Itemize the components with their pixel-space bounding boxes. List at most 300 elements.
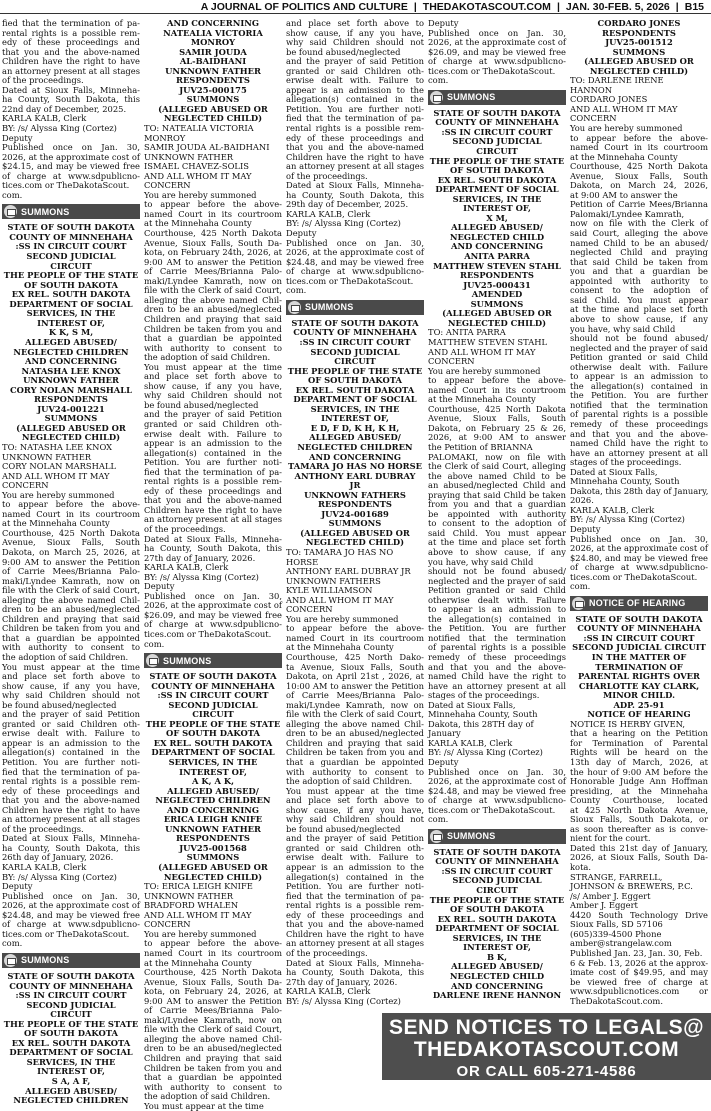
caption-line: NEGLECTED CHILD (449, 970, 545, 981)
body-line: UNKNOWN FATHER (2, 451, 92, 462)
body-line: Sioux Falls, SD 57106 (570, 919, 663, 930)
body-line: that you and the above-named (2, 795, 140, 806)
caption-line: JUV24-001221 (37, 403, 105, 414)
body-line: Published Jan. 23, Jan. 30, Feb. (570, 947, 703, 958)
body-line: that said Child be taken from (570, 256, 708, 267)
body-line: to appear before the above- (2, 499, 140, 510)
caption-line: NEGLECTED CHILD) (163, 113, 263, 124)
body-line: 2026, at Sioux Falls, South Da- (570, 852, 708, 863)
body-line: CONCERN (286, 604, 333, 615)
body-line: Petition of Carrie Mees/Brianna (570, 199, 708, 210)
body-line: named Court in its courtroom (144, 947, 282, 958)
caption-line: X M, (486, 212, 508, 223)
caption-line: (ALLEGED ABUSED OR (442, 308, 552, 319)
body-line: 2026, at the approximate cost of (2, 151, 140, 162)
body-line: 10:00 AM to answer the Petition (286, 680, 424, 691)
caption-line: K K, S M, (48, 327, 94, 338)
body-line: from you and that a guardian (428, 499, 566, 510)
body-line: Rights will be heard on the (570, 747, 708, 758)
caption-line: MATTHEW STEVEN STAHL (433, 260, 561, 271)
body-line: Dated at Sioux Falls, Minneha- (2, 833, 140, 844)
body-line: Children be taken from you and (286, 747, 424, 758)
column-4 (428, 19, 566, 1078)
body-line: to appear is an admission to (570, 371, 708, 382)
body-line: You are hereby summoned (286, 613, 399, 624)
body-line: Dated this 21st day of January, (570, 842, 708, 853)
caption-line: MINOR CHILD. (602, 690, 675, 701)
caption-line: SUMMONS (612, 46, 666, 57)
body-line: Children have the right to have (2, 804, 140, 815)
caption-line: AND CONCERNING (25, 356, 117, 367)
body-line: TO: ERICA LEIGH KNIFE (144, 881, 253, 892)
caption-line: :SS IN CIRCUIT COURT (441, 126, 553, 137)
caption-line: DEPARTMENT OF SOCIAL (435, 184, 559, 195)
caption-line: RESPONDENTS (176, 833, 250, 844)
caption-line: SUMMONS (470, 298, 524, 309)
body-line: of charge at www.sdpublicno- (286, 266, 424, 277)
caption-line: :SS IN CIRCUIT COURT (157, 690, 269, 701)
body-line: (605)339-4500 Phone (570, 928, 662, 939)
caption-line: CIRCUIT (334, 356, 376, 367)
body-line: appear is an admission to the (2, 737, 140, 748)
caption-line: DEPARTMENT OF SOCIAL (435, 923, 559, 934)
body-line: www.sdpublicnotices.com or (570, 986, 708, 997)
body-line: com. (570, 581, 591, 592)
caption-line: IN THE MATTER OF (591, 652, 687, 662)
caption-line: JUV25-001512 (605, 37, 673, 48)
notice-body (428, 328, 566, 824)
caption-line: STATE OF SOUTH DAKOTA (7, 222, 135, 233)
caption-line: SECOND JUDICIAL (26, 999, 116, 1010)
notice-caption (2, 972, 140, 1106)
body-line: 2026, at the approximate cost of (144, 600, 282, 611)
body-line: BY: /s/ Alyssa King (Cortez) (428, 747, 543, 758)
body-line: 26th day of January, 2026. (2, 852, 114, 863)
body-line: appear is an admission to the (286, 862, 424, 873)
body-line: you have, why said Child (428, 556, 534, 567)
body-line: rental rights is a possible rem- (144, 476, 282, 487)
caption-line: :SS IN CIRCUIT COURT (583, 632, 695, 643)
body-line: otherwise dealt with. Failure (570, 361, 708, 372)
section-banner (570, 596, 708, 611)
body-line: Avenue, Sioux Falls, South Da- (144, 976, 282, 987)
body-line: and the prayer of said Petition (286, 833, 424, 844)
body-line: named Child have the right to (428, 671, 566, 682)
body-line: 6 & Feb. 13, 2026 at the approx- (570, 957, 709, 968)
body-line: ta Avenue, Sioux Falls, South (286, 661, 424, 672)
caption-line: DEPARTMENT OF SOCIAL (9, 298, 133, 309)
caption-line: STATE OF SOUTH DAKOTA (149, 671, 277, 682)
body-line: that you and the above-named (2, 46, 140, 57)
body-line: Courthouse, 425 North Dakota (144, 967, 282, 978)
body-line: and place set forth above to (286, 18, 424, 28)
body-line: at the Minnehaha County (428, 394, 536, 405)
body-line: edy of these proceedings and (144, 485, 282, 496)
caption-line: THE PEOPLE OF THE STATE (3, 1018, 139, 1029)
caption-line: NEGLECTED CHILDREN (13, 346, 129, 357)
caption-line: ALLEGED ABUSED/ (25, 336, 117, 347)
body-line: and that you and the above- (570, 428, 708, 439)
body-line: MONROY (144, 132, 186, 143)
body-line: edy of these proceedings and (2, 785, 140, 796)
ad-email-line-1: SEND NOTICES TO LEGALS@ (388, 1016, 705, 1039)
caption-line: STATE OF SOUTH DAKOTA (291, 317, 419, 328)
body-line: to appear before the above- (286, 623, 424, 634)
body-line: named Court in its courtroom (144, 208, 282, 219)
caption-line: EX REL. SOUTH DAKOTA (437, 913, 557, 924)
body-line: the Petition. You are further (428, 623, 566, 634)
body-line: the adoption of said Children. (286, 776, 413, 787)
ad-email-line-2: THEDAKOTASCOUT.COM (413, 1038, 680, 1061)
body-line: Minnehaha County, South (570, 476, 680, 487)
caption-line: STATE OF SOUTH DAKOTA (575, 613, 703, 624)
caption-line: SUMMONS (328, 518, 382, 529)
body-line: CONCERN (144, 919, 191, 930)
caption-line: NATEALIA VICTORIA (163, 27, 263, 38)
body-line: Children be taken from you and (144, 323, 282, 334)
body-line: said Child. You must appear (428, 527, 566, 538)
caption-line: OF SOUTH DAKOTA (450, 904, 544, 915)
body-line: Dated at Sioux Falls, (570, 466, 658, 477)
body-line: said Child. You must appear (570, 294, 708, 305)
body-line: that a guardian be appointed (286, 757, 424, 768)
body-line: file with the Clerk of said Court, (144, 285, 282, 296)
body-line: 2026, at the approximate cost of (428, 776, 566, 787)
body-line: allegation(s) contained in the (144, 447, 282, 458)
body-line: Deputy (428, 18, 459, 28)
body-line: Petition. You are further noti- (286, 881, 424, 892)
body-line: of the proceedings. (2, 75, 84, 86)
notice-icon (430, 830, 443, 843)
caption-line: COUNTY OF MINNEHAHA (151, 680, 275, 691)
body-line: BY: /s/ Alyssa King (Cortez) (144, 571, 259, 582)
caption-line: THE PEOPLE OF THE STATE (429, 894, 565, 905)
body-line: with authority to consent to (144, 1081, 282, 1092)
caption-line: AND CONCERNING (167, 804, 259, 815)
body-line: to appear before the above- (570, 132, 708, 143)
body-line: Published once on Jan. 30, (2, 142, 140, 153)
caption-line: SUMMONS (186, 94, 240, 105)
body-line: notified that the termination (570, 399, 708, 410)
caption-line: EX REL. SOUTH DAKOTA (437, 174, 557, 185)
body-line: file with the Clerk of said Court, (144, 1024, 282, 1035)
body-line: and the prayer of said Petition (2, 709, 140, 720)
caption-line: INTEREST OF, (463, 942, 531, 953)
body-line: of charge at www.sdpublicno- (144, 619, 282, 630)
column-5 (570, 19, 708, 1078)
caption-line: COUNTY OF MINNEHAHA (435, 117, 559, 128)
caption-line: NEGLECTED CHILD) (305, 537, 405, 548)
body-line: remedy of these proceedings (570, 418, 708, 429)
body-line: the hour of 9:00 AM before the (570, 766, 708, 777)
caption-line: NEGLECTED CHILD) (163, 871, 263, 882)
section-banner-label: SUMMONS (21, 955, 70, 966)
body-line: You are hereby summoned (144, 928, 257, 939)
body-line: com. (286, 285, 307, 296)
caption-line: UNKNOWN FATHER (23, 375, 119, 386)
ad-phone-line: OR CALL 605-271-4586 (456, 1063, 637, 1080)
body-line: Palomaki/Lyndee Kamrath, (570, 208, 685, 219)
caption-line: (ALLEGED ABUSED OR (158, 862, 268, 873)
caption-line: THE PEOPLE OF THE STATE (429, 155, 565, 166)
body-line: Deputy (2, 132, 33, 143)
body-line: amber@strangelaw.com (570, 938, 672, 949)
body-line: appear is an admission to the (286, 84, 424, 95)
body-line: Courthouse, 425 North Dakota (428, 403, 566, 414)
body-line: that you and the above-named (286, 919, 424, 930)
issue-date: JAN. 30-FEB. 5, 2026 (565, 0, 670, 13)
caption-line: ALLEGED ABUSED/ (167, 785, 259, 796)
body-line: of charge at www.sdpublicno- (2, 919, 140, 930)
notice-icon (146, 654, 159, 667)
body-line: Avenue, Sioux Falls, South Da- (144, 237, 282, 248)
body-line: to appear before the above- (144, 938, 282, 949)
body-line: ha County, South Dakota, this (144, 543, 282, 554)
body-line: TO: NATEALIA VICTORIA (144, 123, 254, 134)
body-line: 9:00 AM to answer the Petition (144, 995, 282, 1006)
body-line: $26.09, and may be viewed free (428, 46, 566, 57)
body-line: KARLA KALB, Clerk (2, 113, 87, 124)
notice-caption (570, 615, 708, 720)
body-line: Avenue, Sioux Falls, South (428, 413, 566, 424)
caption-line: SUMMONS (186, 852, 240, 863)
body-line: fied that the termination of pa- (286, 890, 424, 901)
caption-line: ALLEGED ABUSED/ (25, 1085, 117, 1096)
caption-line: COUNTY OF MINNEHAHA (435, 856, 559, 867)
body-line: named Court in its courtroom (570, 142, 708, 153)
body-line: Children and praying that said (144, 1052, 282, 1063)
body-line: Deputy (286, 228, 317, 239)
body-line: Children be taken from you and (2, 623, 140, 634)
body-line: Children and praying that said (144, 313, 282, 324)
body-line: TO: DARLENE IRENE (570, 75, 664, 86)
caption-line: AND CONCERNING (451, 980, 543, 991)
notice-icon (4, 954, 17, 967)
body-line: dren to be an abused/neglected (2, 604, 140, 615)
notice-icon (4, 205, 17, 218)
body-line: Deputy (144, 581, 175, 592)
caption-line: SERVICES, IN THE (452, 193, 542, 204)
body-line: BY: /s/ Alyssa King (Cortez) (286, 995, 401, 1006)
body-line: Deputy (428, 757, 459, 768)
caption-line: TERMINATION OF (595, 661, 683, 672)
caption-line: COUNTY OF MINNEHAHA (577, 623, 701, 634)
body-line: Published once on Jan. 30, (570, 533, 708, 544)
body-line: rental rights is a possible rem- (2, 27, 140, 38)
notice-caption (2, 223, 140, 443)
body-line: CONCERN (428, 356, 475, 367)
section-banner-label: SUMMONS (447, 831, 496, 842)
body-line: of charge at www.sdpublicno- (428, 56, 566, 67)
notice-body (2, 19, 140, 200)
caption-line: STATE OF SOUTH DAKOTA (433, 107, 561, 118)
body-line: presiding, at the Minnehaha (570, 785, 708, 796)
body-line: ha County, South Dakota, this (2, 94, 140, 105)
body-line: fied that the termination of pa- (286, 113, 424, 124)
caption-line: OF SOUTH DAKOTA (308, 375, 402, 386)
caption-line: NEGLECTED CHILDREN (155, 795, 271, 806)
body-line: BY: /s/ Alyssa King (Cortez) (2, 871, 117, 882)
body-line: at 9:00 AM to answer the (570, 189, 678, 200)
body-line: AND ALL WHOM IT MAY (286, 594, 394, 605)
body-line: HORSE (286, 556, 319, 567)
notice-caption (428, 109, 566, 329)
body-line: named Child to be an abused/ (570, 237, 708, 248)
body-line: 9:00 AM to answer the Petition (2, 556, 140, 567)
notice-body (286, 548, 424, 1006)
caption-line: EX REL. SOUTH DAKOTA (295, 384, 415, 395)
caption-line: CHARLOTTE KAY CLARK, (578, 680, 700, 691)
body-line: County Courthouse, located (570, 795, 708, 806)
body-line: KARLA KALB, Clerk (2, 862, 87, 873)
body-line: You are hereby summoned (570, 123, 683, 134)
caption-line: NEGLECTED CHILD) (589, 65, 689, 76)
caption-line: OF SOUTH DAKOTA (24, 279, 118, 290)
caption-line: JUV25-001568 (179, 842, 247, 853)
body-line: Petition granted or said Child (570, 352, 708, 363)
caption-line: EX REL. SOUTH DAKOTA (153, 737, 273, 748)
body-line: AND ALL WHOM IT MAY (428, 346, 536, 357)
body-line: of Carrie Mees/Brianna Palo- (286, 690, 424, 701)
body-line: UNKNOWN FATHER (144, 890, 234, 901)
body-line: AND ALL WHOM IT MAY (144, 170, 252, 181)
body-line: dren to be an abused/neglected (286, 728, 424, 739)
body-line: maki/Lyndee Kamrath, now on (2, 575, 140, 586)
body-line: JOHNSON & BREWERS, P.C. (570, 881, 693, 892)
notice-icon (288, 301, 301, 314)
body-line: dren to be an abused/neglected (144, 1043, 282, 1054)
caption-line: COUNTY OF MINNEHAHA (9, 980, 133, 991)
header-separator: | (556, 0, 560, 13)
notice-body (2, 443, 140, 949)
caption-line: CORY NOLAN MARSHALL (10, 384, 132, 395)
body-line: to appear before the above- (428, 375, 566, 386)
body-line: praying that said Child be taken (428, 489, 566, 500)
body-line: at the Minnehaha County (144, 957, 252, 968)
body-line: PALOMAKI, now on file with (428, 451, 566, 462)
body-line: Deputy (570, 523, 601, 534)
caption-line: TAMARA JO HAS NO HORSE (288, 461, 422, 472)
body-line: Courthouse, 425 North Dakota (2, 527, 140, 538)
caption-line: JUV24-001689 (321, 508, 389, 519)
caption-line: JUV25-000175 (179, 84, 247, 95)
body-line: alleging the above named Chil- (2, 594, 140, 605)
body-line: neglected and the prayer of said (570, 342, 708, 353)
body-line: CONCERN (144, 180, 191, 191)
body-line: 2026, at the approximate cost of (428, 37, 566, 48)
body-line: 2026. (570, 495, 594, 506)
caption-line: (ALLEGED ABUSED OR (300, 527, 410, 538)
body-line: the Petition of BRIANNA (428, 441, 533, 452)
body-line: 27th day of January, 2026. (144, 552, 256, 563)
body-line: fied that the termination of pa- (2, 766, 140, 777)
body-line: stages of the proceedings. (428, 690, 540, 701)
body-line: $24.80, and may be viewed free (570, 552, 708, 563)
body-line: alleging the above named Chil- (286, 718, 424, 729)
body-line: allegation(s) contained in the (286, 871, 424, 882)
body-line: be found abused/neglected (286, 823, 401, 834)
body-line: 4420 South Technology Drive (570, 909, 708, 920)
body-line: BY: /s/ Alyssa King (Cortez) (286, 218, 401, 229)
body-line: BY: /s/ Alyssa King (Cortez) (570, 514, 685, 525)
body-line: com. (2, 938, 23, 949)
body-line: You are hereby summoned (144, 189, 257, 200)
submit-notices-ad (382, 1013, 711, 1080)
caption-line: RESPONDENTS (460, 270, 534, 281)
body-line: with authority to consent to (144, 342, 282, 353)
notice-body (428, 19, 566, 86)
caption-line: CIRCUIT (476, 146, 518, 157)
body-line: rental rights is a possible rem- (286, 900, 424, 911)
caption-line: SECOND JUDICIAL (452, 875, 542, 886)
body-line: BY: /s/ Alyssa King (Cortez) (2, 123, 117, 134)
body-line: an attorney present at all stages (2, 814, 140, 825)
caption-line: CIRCUIT (50, 260, 92, 271)
caption-line: :SS IN CIRCUIT COURT (15, 990, 127, 1001)
caption-line: OF SOUTH DAKOTA (24, 1028, 118, 1039)
body-line: Children and praying that said (2, 613, 140, 624)
body-line: Published once on Jan. 30, (144, 590, 282, 601)
body-line: Honorable Judge Ann Hoffman (570, 776, 708, 787)
caption-line: EX REL. SOUTH DAKOTA (11, 289, 131, 300)
caption-line: SECOND JUDICIAL (452, 136, 542, 147)
body-line: Children have the right to have (286, 928, 424, 939)
caption-line: AND CONCERNING (167, 18, 259, 28)
body-line: to appear is an admission to (428, 604, 566, 615)
column-2 (144, 18, 282, 1111)
caption-line: ADP. 25-91 (613, 699, 665, 710)
body-line: maki/Lyndee Kamrath, now on (144, 1014, 282, 1025)
caption-line: CORDARO JONES (597, 18, 681, 28)
body-line: named Court in its courtroom (2, 508, 140, 519)
caption-line: EX REL. SOUTH DAKOTA (11, 1037, 131, 1048)
caption-line: ALLEGED ABUSED/ (451, 961, 543, 972)
body-line: an attorney present at all stages (286, 161, 424, 172)
section-banner-label: SUMMONS (447, 92, 496, 103)
caption-line: ANITA PARRA (464, 251, 530, 262)
body-line: granted or said Children oth- (286, 65, 424, 76)
body-line: now on file with the Clerk of (570, 218, 708, 229)
body-line: Avenue, Sioux Falls, South (2, 537, 140, 548)
caption-line: SAMIR JOUDA (179, 46, 247, 57)
body-line: to appear before the above- (144, 199, 282, 210)
body-line: /s/ Amber J. Eggert (570, 890, 651, 901)
caption-line: :SS IN CIRCUIT COURT (15, 241, 127, 252)
caption-line: DEPARTMENT OF SOCIAL (9, 1047, 133, 1058)
caption-line: SECOND JUDICIAL (26, 251, 116, 262)
caption-line: (ALLEGED ABUSED OR (584, 56, 694, 67)
body-line: alleging the above named Chil- (144, 1033, 282, 1044)
caption-line: AMENDED (471, 289, 523, 300)
body-line: tices.com or TheDakotaScout. (428, 804, 556, 815)
caption-line: SERVICES, IN THE (452, 932, 542, 943)
body-line: com. (144, 638, 165, 649)
body-line: com. (428, 75, 449, 86)
body-line: Dakota, on February 25 & 26, (428, 422, 566, 433)
body-line: January (428, 728, 461, 739)
body-line: 2026, at the approximate cost of (286, 247, 424, 258)
caption-line: :SS IN CIRCUIT COURT (441, 865, 553, 876)
body-line: Dakota, on March 25, 2026, at (2, 546, 140, 557)
body-line: $26.09, and may be viewed free (144, 609, 282, 620)
body-line: KARLA KALB, Clerk (144, 562, 229, 573)
section-banner (2, 204, 140, 219)
body-line: stages of the proceedings. (570, 457, 682, 468)
body-line: BRADFORD WHALEN (144, 900, 239, 911)
body-line: named Child have the right to (570, 438, 708, 449)
body-line: CORDARO JONES (570, 94, 648, 105)
column-3 (286, 19, 424, 1078)
